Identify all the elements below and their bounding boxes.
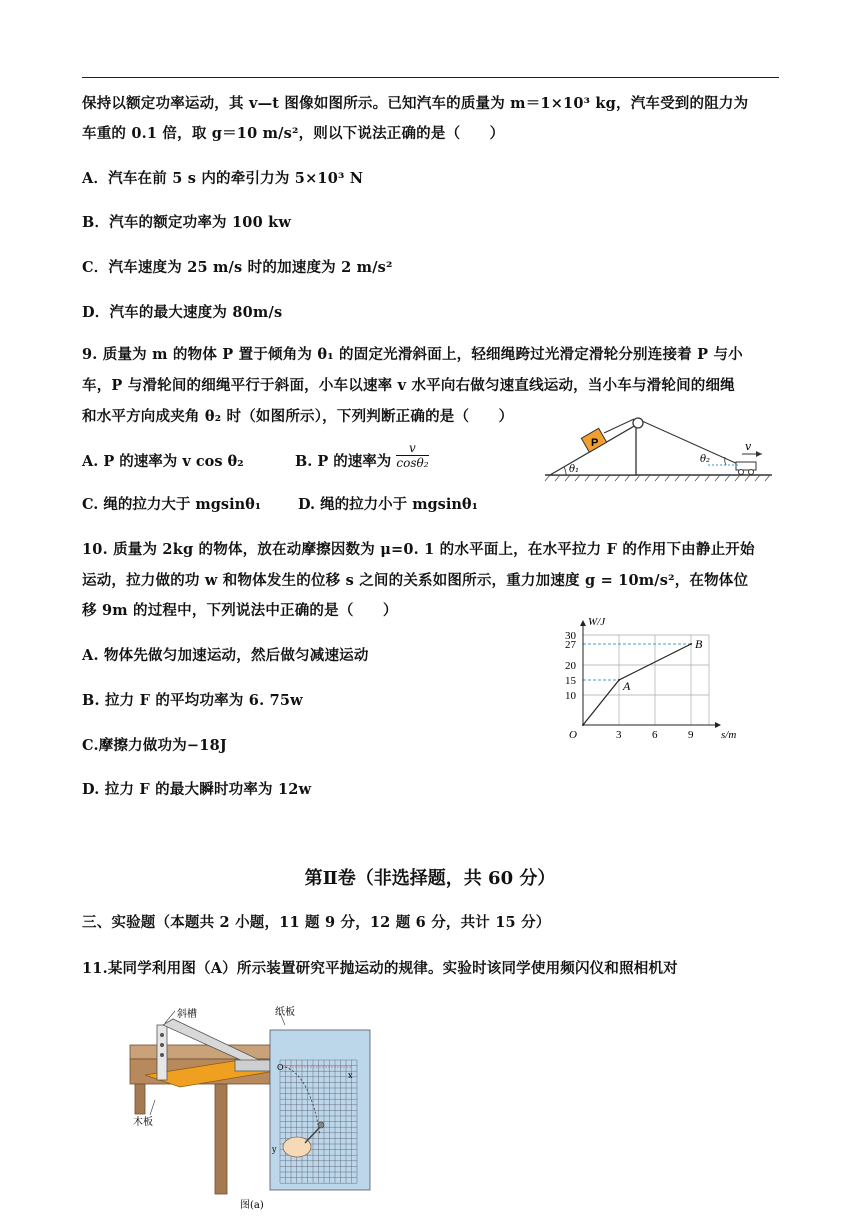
q8-option-d[interactable]: D．汽车的最大速度为 80m/s — [82, 304, 283, 321]
origin-label: O — [569, 729, 577, 741]
velocity-arrowhead — [756, 451, 762, 457]
q8-option-b[interactable]: B．汽车的额定功率为 100 kw — [82, 214, 292, 231]
cart-wheel — [749, 470, 754, 475]
q10-option-c[interactable]: C.摩擦力做功为−18J — [82, 737, 227, 754]
label-y: y — [272, 1145, 277, 1154]
x-tick-label: 3 — [616, 729, 622, 741]
cart-wheel — [739, 470, 744, 475]
data-point — [690, 643, 692, 645]
q10-option-a[interactable]: A. 物体先做匀加速运动，然后做匀减速运动 — [82, 647, 369, 664]
label-x: x — [348, 1071, 353, 1080]
theta1-label: θ₁ — [569, 464, 580, 475]
data-point — [618, 679, 620, 681]
q11-stem: 11.某同学利用图（A）所示装置研究平抛运动的规律。实验时该同学使用频闪仪和照相机对 — [82, 960, 678, 977]
header-rule — [82, 77, 779, 78]
y-tick-label: 20 — [565, 660, 576, 672]
y-tick-label: 30 — [565, 630, 576, 642]
series-line — [583, 644, 691, 725]
q10-work-displacement-chart — [555, 608, 770, 743]
q9-stem-line2: 车，P 与滑轮间的细绳平行于斜面，小车以速率 v 水平向右做匀速直线运动，当小车与滑轮间的细绳 — [82, 377, 735, 394]
q10-option-d[interactable]: D. 拉力 F 的最大瞬时功率为 12w — [82, 781, 312, 798]
label-board: 纸板 — [275, 1007, 295, 1018]
q9-option-b-label: B. P 的速率为 — [295, 453, 392, 470]
q10-stem-line3: 移 9m 的过程中，下列说法中正确的是（ ） — [82, 602, 398, 619]
y-tick-label: 27 — [565, 639, 576, 651]
chart-grid — [583, 635, 709, 725]
x-axis-arrow — [715, 722, 721, 728]
label-chute: 斜槽 — [177, 1009, 197, 1020]
q9-option-d[interactable]: D. 绳的拉力小于 mgsinθ₁ — [298, 496, 478, 513]
section-title: 第Ⅱ卷（非选择题，共 60 分） — [304, 868, 556, 889]
q10-stem-line2: 运动，拉力做的功 w 和物体发生的位移 s 之间的关系如图所示，重力加速度 g = 10m/s²，在物体位 — [82, 572, 749, 589]
velocity-label: v — [745, 440, 752, 453]
y-tick-label: 10 — [565, 690, 576, 702]
figure-a-caption: 图(a) — [240, 1200, 264, 1211]
point-label: B — [695, 637, 703, 651]
table-leg — [215, 1084, 227, 1194]
fraction-denominator: cosθ₂ — [396, 455, 429, 470]
point-label: A — [623, 679, 631, 693]
paper-board — [270, 1030, 370, 1190]
q10-option-b[interactable]: B. 拉力 F 的平均功率为 6. 75w — [82, 692, 303, 709]
rope-cart — [642, 421, 740, 465]
q8-option-c[interactable]: C．汽车速度为 25 m/s 时的加速度为 2 m/s² — [82, 259, 393, 276]
block-p-label: P — [591, 437, 599, 449]
label-wood: 木板 — [133, 1117, 153, 1128]
q9-option-b-fraction — [396, 441, 428, 470]
q9-option-c[interactable]: C. 绳的拉力大于 mgsinθ₁ — [82, 496, 262, 513]
pulley — [633, 418, 643, 428]
q9-incline-figure — [540, 410, 780, 490]
figure-a-apparatus — [125, 1005, 385, 1215]
q8-stem-line2: 车重的 0.1 倍，取 g＝10 m/s²，则以下说法正确的是（ ） — [82, 125, 505, 142]
x-axis-label: s/m — [721, 729, 737, 741]
x-tick-label: 9 — [688, 729, 694, 741]
q8-option-a[interactable]: A．汽车在前 5 s 内的牵引力为 5×10³ N — [82, 170, 364, 187]
chute-end — [235, 1060, 270, 1071]
part3-heading: 三、实验题（本题共 2 小题，11 题 9 分，12 题 6 分，共计 15 分） — [82, 914, 551, 931]
q8-stem-line1: 保持以额定功率运动，其 v—t 图像如图所示。已知汽车的质量为 m＝1×10³ kg，汽车受到的阻力为 — [82, 95, 749, 112]
q10-stem-line1: 10. 质量为 2kg 的物体，放在动摩擦因数为 μ=0. 1 的水平面上，在水平拉力 F 的作用下由静止开始 — [82, 541, 755, 558]
theta2-label: θ₂ — [700, 454, 711, 465]
x-tick-label: 6 — [652, 729, 658, 741]
q9-option-a[interactable]: A. P 的速率为 v cos θ₂ — [82, 453, 244, 470]
q9-option-b[interactable] — [295, 440, 429, 471]
label-o: O — [277, 1063, 284, 1072]
fraction-numerator: v — [396, 441, 428, 456]
data-point — [582, 724, 584, 726]
y-tick-label: 15 — [565, 675, 576, 687]
table-leg — [135, 1084, 145, 1114]
ground-hatch — [545, 475, 770, 481]
y-axis-label: W/J — [588, 616, 606, 628]
cart — [736, 462, 756, 470]
q9-stem-line3: 和水平方向成夹角 θ₂ 时（如图所示），下列判断正确的是（ ） — [82, 408, 514, 425]
y-axis-arrow — [580, 620, 586, 626]
chart-marks — [582, 637, 703, 726]
q9-stem-line1: 9. 质量为 m 的物体 P 置于倾角为 θ₁ 的固定光滑斜面上，轻细绳跨过光滑定滑轮分别连接着 P 与小 — [82, 346, 743, 363]
